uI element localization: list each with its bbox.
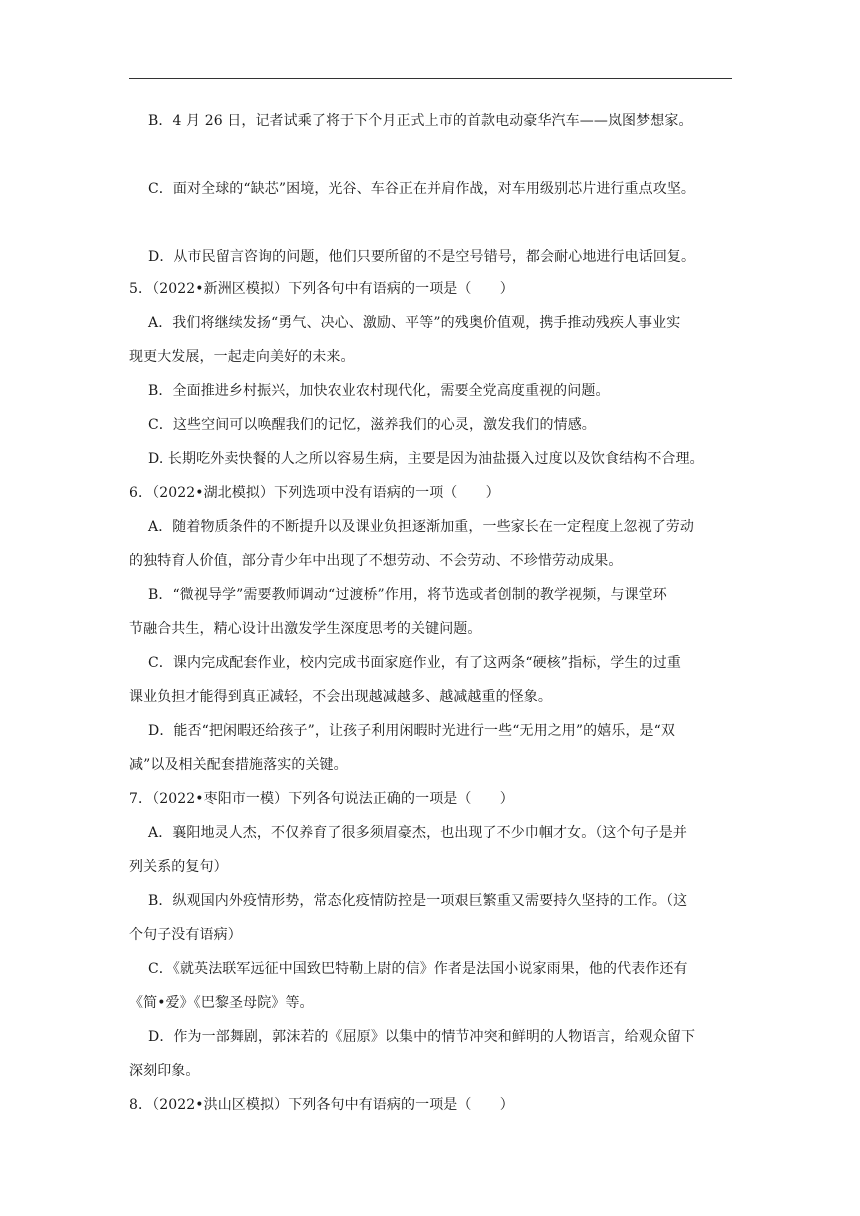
q7-stem: 7．（2022•枣阳市一模）下列各句说法正确的一项是（ ） [129, 791, 514, 807]
q6-stem: 6．（2022•湖北模拟）下列选项中没有语病的一项（ ） [129, 485, 500, 501]
q6-option-a-cont: 的独特育人价值，部分青少年中出现了不想劳动、不会劳动、不珍惜劳动成果。 [129, 553, 623, 569]
q8-stem: 8．（2022•洪山区模拟）下列各句中有语病的一项是（ ） [129, 1097, 514, 1113]
q6-option-d-cont: 减”以及相关配套措施落实的关键。 [129, 757, 348, 773]
q4-option-d: D．从市民留言咨询的问题，他们只要所留的不是空号错号，都会耐心地进行电话回复。 [148, 249, 696, 265]
q7-option-b-cont: 个句子没有语病） [129, 927, 242, 943]
q6-option-c-cont: 课业负担才能得到真正减轻，不会出现越减越多、越减越重的怪象。 [129, 689, 552, 705]
header-rule [129, 78, 732, 79]
q6-option-d: D．能否“把闲暇还给孩子”，让孩子利用闲暇时光进行一些“无用之用”的嬉乐，是“双 [148, 723, 676, 739]
q7-option-c: C．《就英法联军远征中国致巴特勒上尉的信》作者是法国小说家雨果，他的代表作还有 [148, 961, 688, 977]
q4-option-c: C．面对全球的“缺芯”困境，光谷、车谷正在并肩作战，对车用级别芯片进行重点攻坚。 [148, 181, 696, 197]
q6-option-a: A．随着物质条件的不断提升以及课业负担逐渐加重，一些家长在一定程度上忽视了劳动 [148, 519, 695, 535]
q5-option-c: C．这些空间可以唤醒我们的记忆，滋养我们的心灵，激发我们的情感。 [148, 417, 596, 433]
q5-option-b: B．全面推进乡村振兴，加快农业农村现代化，需要全党高度重视的问题。 [148, 383, 610, 399]
q7-option-a: A．襄阳地灵人杰，不仅养育了很多须眉豪杰，也出现了不少巾帼才女。（这个句子是并 [148, 825, 688, 841]
q5-option-a: A．我们将继续发扬“勇气、决心、激励、平等”的残奥价值观，携手推动残疾人事业实 [148, 315, 681, 331]
q7-option-d: D．作为一部舞剧，郭沫若的《屈原》以集中的情节冲突和鲜明的人物语言，给观众留下 [148, 1029, 696, 1045]
q6-option-c: C．课内完成配套作业，校内完成书面家庭作业，有了这两条“硬核”指标，学生的过重 [148, 655, 681, 671]
q5-option-a-cont: 现更大发展，一起走向美好的未来。 [129, 349, 355, 365]
q7-option-b: B．纵观国内外疫情形势，常态化疫情防控是一项艰巨繁重又需要持久坚持的工作。（这 [148, 893, 688, 909]
q7-option-a-cont: 列关系的复句） [129, 859, 228, 875]
q6-option-b-cont: 节融合共生，精心设计出激发学生深度思考的关键问题。 [129, 621, 482, 637]
q5-stem: 5．（2022•新洲区模拟）下列各句中有语病的一项是（ ） [129, 281, 514, 297]
q4-option-b: B．4 月 26 日，记者试乘了将于下个月正式上市的首款电动豪华汽车——岚图梦想家。 [148, 113, 693, 129]
q7-option-c-cont: 《简•爱》《巴黎圣母院》等。 [129, 995, 314, 1011]
q5-option-d: D. 长期吃外卖快餐的人之所以容易生病，主要是因为油盐摄入过度以及饮食结构不合理。 [148, 451, 704, 467]
q7-option-d-cont: 深刻印象。 [129, 1063, 200, 1079]
q6-option-b: B．“微视导学”需要教师调动“过渡桥”作用，将节选或者创制的教学视频，与课堂环 [148, 587, 667, 603]
